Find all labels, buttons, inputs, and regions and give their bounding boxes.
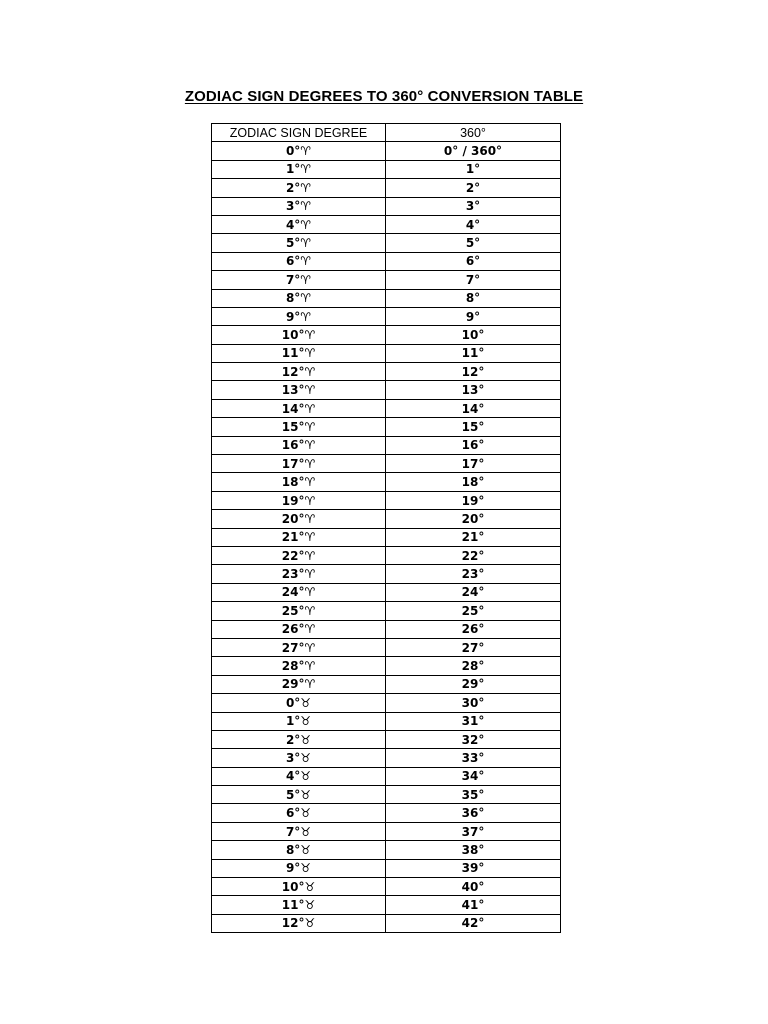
- absolute-degree-cell: 10°: [386, 326, 561, 344]
- absolute-degree-cell: 13°: [386, 381, 561, 399]
- absolute-degree-cell: 31°: [386, 712, 561, 730]
- zodiac-degree-cell: 0°♈: [212, 142, 386, 160]
- zodiac-degree-cell: 8°♈: [212, 289, 386, 307]
- table-row: [212, 436, 561, 454]
- table-row: [212, 657, 561, 675]
- table-row: [212, 252, 561, 270]
- zodiac-degree-cell: 0°♉: [212, 694, 386, 712]
- zodiac-degree-cell: 28°♈: [212, 657, 386, 675]
- table-body: [212, 142, 561, 933]
- absolute-degree-cell: 23°: [386, 565, 561, 583]
- zodiac-degree-cell: 6°♈: [212, 252, 386, 270]
- absolute-degree-cell: 34°: [386, 767, 561, 785]
- zodiac-degree-cell: 5°♉: [212, 786, 386, 804]
- absolute-degree-cell: 35°: [386, 786, 561, 804]
- column-header-360-degree: 360°: [386, 124, 561, 142]
- table-row: [212, 786, 561, 804]
- table-row: [212, 363, 561, 381]
- zodiac-degree-cell: 24°♈: [212, 583, 386, 601]
- absolute-degree-cell: 17°: [386, 455, 561, 473]
- absolute-degree-cell: 21°: [386, 528, 561, 546]
- absolute-degree-cell: 36°: [386, 804, 561, 822]
- absolute-degree-cell: 0° / 360°: [386, 142, 561, 160]
- table-row: [212, 179, 561, 197]
- zodiac-degree-cell: 9°♉: [212, 859, 386, 877]
- absolute-degree-cell: 39°: [386, 859, 561, 877]
- absolute-degree-cell: 15°: [386, 418, 561, 436]
- table-row: [212, 878, 561, 896]
- absolute-degree-cell: 2°: [386, 179, 561, 197]
- zodiac-degree-cell: 7°♈: [212, 271, 386, 289]
- table-row: [212, 197, 561, 215]
- zodiac-degree-cell: 22°♈: [212, 546, 386, 564]
- zodiac-degree-cell: 3°♈: [212, 197, 386, 215]
- absolute-degree-cell: 4°: [386, 215, 561, 233]
- absolute-degree-cell: 8°: [386, 289, 561, 307]
- absolute-degree-cell: 6°: [386, 252, 561, 270]
- table-row: [212, 694, 561, 712]
- zodiac-degree-cell: 9°♈: [212, 307, 386, 325]
- zodiac-degree-cell: 21°♈: [212, 528, 386, 546]
- zodiac-degree-cell: 13°♈: [212, 381, 386, 399]
- zodiac-degree-cell: 4°♉: [212, 767, 386, 785]
- absolute-degree-cell: 33°: [386, 749, 561, 767]
- absolute-degree-cell: 16°: [386, 436, 561, 454]
- absolute-degree-cell: 42°: [386, 914, 561, 932]
- zodiac-degree-cell: 18°♈: [212, 473, 386, 491]
- table-row: [212, 326, 561, 344]
- table-row: [212, 491, 561, 509]
- absolute-degree-cell: 12°: [386, 363, 561, 381]
- zodiac-degree-cell: 2°♈: [212, 179, 386, 197]
- table-row: [212, 234, 561, 252]
- table-row: [212, 896, 561, 914]
- table-row: [212, 859, 561, 877]
- table-row: [212, 344, 561, 362]
- zodiac-degree-cell: 14°♈: [212, 399, 386, 417]
- absolute-degree-cell: 20°: [386, 510, 561, 528]
- zodiac-degree-cell: 16°♈: [212, 436, 386, 454]
- zodiac-degree-cell: 29°♈: [212, 675, 386, 693]
- zodiac-degree-cell: 5°♈: [212, 234, 386, 252]
- zodiac-degree-cell: 12°♉: [212, 914, 386, 932]
- table-row: [212, 620, 561, 638]
- zodiac-degree-cell: 23°♈: [212, 565, 386, 583]
- table-row: [212, 381, 561, 399]
- zodiac-degree-cell: 17°♈: [212, 455, 386, 473]
- table-row: [212, 160, 561, 178]
- absolute-degree-cell: 27°: [386, 638, 561, 656]
- table-row: [212, 767, 561, 785]
- table-row: [212, 510, 561, 528]
- table-row: [212, 638, 561, 656]
- table-row: [212, 749, 561, 767]
- absolute-degree-cell: 5°: [386, 234, 561, 252]
- absolute-degree-cell: 3°: [386, 197, 561, 215]
- zodiac-degree-cell: 26°♈: [212, 620, 386, 638]
- table-row: [212, 528, 561, 546]
- absolute-degree-cell: 25°: [386, 602, 561, 620]
- absolute-degree-cell: 37°: [386, 822, 561, 840]
- absolute-degree-cell: 41°: [386, 896, 561, 914]
- zodiac-degree-cell: 10°♈: [212, 326, 386, 344]
- table-row: [212, 271, 561, 289]
- zodiac-degree-cell: 7°♉: [212, 822, 386, 840]
- table-row: [212, 307, 561, 325]
- absolute-degree-cell: 24°: [386, 583, 561, 601]
- table-header-row: [212, 124, 561, 142]
- table-row: [212, 602, 561, 620]
- absolute-degree-cell: 32°: [386, 730, 561, 748]
- table-row: [212, 730, 561, 748]
- table-row: [212, 583, 561, 601]
- zodiac-degree-cell: 12°♈: [212, 363, 386, 381]
- conversion-table: [211, 123, 561, 933]
- absolute-degree-cell: 14°: [386, 399, 561, 417]
- table-row: [212, 712, 561, 730]
- absolute-degree-cell: 1°: [386, 160, 561, 178]
- absolute-degree-cell: 26°: [386, 620, 561, 638]
- zodiac-degree-cell: 1°♉: [212, 712, 386, 730]
- table-row: [212, 675, 561, 693]
- absolute-degree-cell: 40°: [386, 878, 561, 896]
- zodiac-degree-cell: 27°♈: [212, 638, 386, 656]
- zodiac-degree-cell: 11°♉: [212, 896, 386, 914]
- absolute-degree-cell: 7°: [386, 271, 561, 289]
- table-row: [212, 473, 561, 491]
- table-row: [212, 914, 561, 932]
- absolute-degree-cell: 9°: [386, 307, 561, 325]
- absolute-degree-cell: 22°: [386, 546, 561, 564]
- table-row: [212, 565, 561, 583]
- absolute-degree-cell: 30°: [386, 694, 561, 712]
- absolute-degree-cell: 19°: [386, 491, 561, 509]
- table-row: [212, 418, 561, 436]
- column-header-zodiac-degree: ZODIAC SIGN DEGREE: [212, 124, 386, 142]
- absolute-degree-cell: 11°: [386, 344, 561, 362]
- zodiac-degree-cell: 20°♈: [212, 510, 386, 528]
- table-row: [212, 546, 561, 564]
- zodiac-degree-cell: 2°♉: [212, 730, 386, 748]
- table-row: [212, 289, 561, 307]
- zodiac-degree-cell: 4°♈: [212, 215, 386, 233]
- table-row: [212, 455, 561, 473]
- table-row: [212, 142, 561, 160]
- zodiac-degree-cell: 10°♉: [212, 878, 386, 896]
- table-row: [212, 822, 561, 840]
- table-row: [212, 399, 561, 417]
- absolute-degree-cell: 18°: [386, 473, 561, 491]
- absolute-degree-cell: 29°: [386, 675, 561, 693]
- zodiac-degree-cell: 1°♈: [212, 160, 386, 178]
- zodiac-degree-cell: 25°♈: [212, 602, 386, 620]
- zodiac-degree-cell: 3°♉: [212, 749, 386, 767]
- absolute-degree-cell: 28°: [386, 657, 561, 675]
- table-row: [212, 804, 561, 822]
- zodiac-degree-cell: 6°♉: [212, 804, 386, 822]
- page-title: ZODIAC SIGN DEGREES TO 360° CONVERSION TABLE: [184, 88, 584, 105]
- zodiac-degree-cell: 11°♈: [212, 344, 386, 362]
- table-row: [212, 841, 561, 859]
- zodiac-degree-cell: 15°♈: [212, 418, 386, 436]
- table-row: [212, 215, 561, 233]
- absolute-degree-cell: 38°: [386, 841, 561, 859]
- zodiac-degree-cell: 8°♉: [212, 841, 386, 859]
- zodiac-degree-cell: 19°♈: [212, 491, 386, 509]
